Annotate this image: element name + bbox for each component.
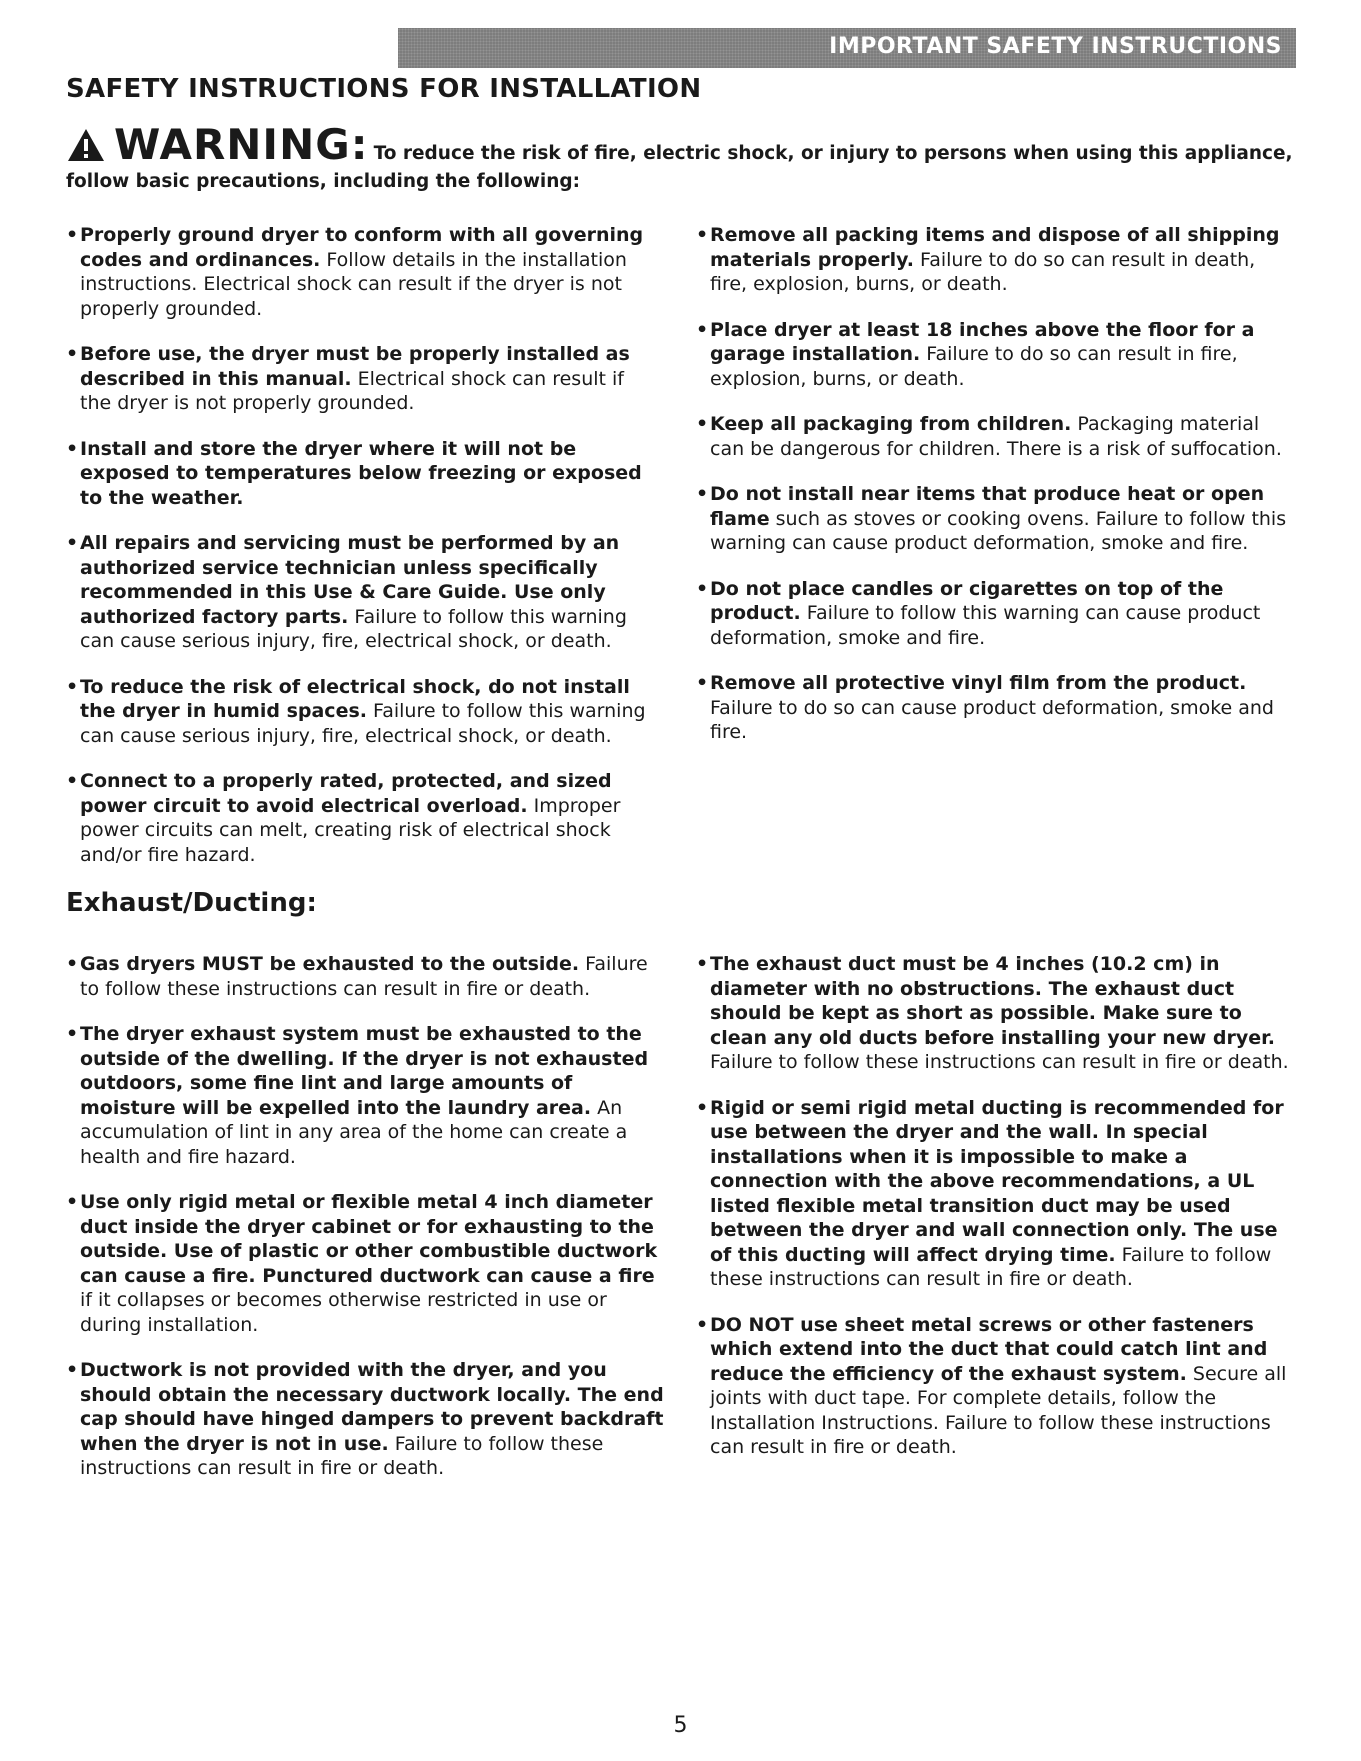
item-text: Failure to follow this warning can cause serious injury, fire, electrical shock, or death.	[80, 605, 627, 652]
list-item	[66, 223, 661, 321]
item-bold: Use only rigid metal or flexible metal 4 inch diameter duct inside the dryer cabinet or for exhausting to the outside. Use of plastic or other combustible ductwork can cause a fire. Punctured ductwork can cause a fire	[80, 1191, 658, 1287]
item-text: Failure to follow this warning can cause serious injury, fire, electrical shock, or death.	[80, 700, 646, 747]
bullet-icon: •	[66, 1023, 79, 1045]
list-item	[66, 1190, 666, 1337]
item-text: Failure to do so can result in fire, explosion, burns, or death.	[710, 343, 1238, 390]
bullet-icon: •	[696, 483, 709, 505]
list-item	[66, 769, 661, 867]
list-item	[696, 1096, 1296, 1292]
list-item	[66, 952, 666, 1001]
item-text: An accumulation of lint in any area of the home can create a health and fire hazard.	[80, 1096, 628, 1168]
list-item	[696, 318, 1296, 392]
bullet-icon: •	[696, 672, 709, 694]
warning-text-continued: follow basic precautions, including the following:	[66, 171, 581, 192]
item-bold: Keep all packaging from children.	[710, 413, 1072, 435]
list-item	[66, 675, 661, 749]
item-text: Packaging material can be dangerous for children. There is a risk of suffocation.	[710, 413, 1282, 460]
item-bold: Remove all protective vinyl film from the product.	[710, 672, 1247, 694]
item-bold: Before use, the dryer must be properly installed as described in this manual.	[80, 343, 630, 390]
item-text: if it collapses or becomes otherwise restricted in use or during installation.	[80, 1289, 607, 1336]
bullet-icon: •	[66, 1359, 79, 1381]
warning-word: WARNING:	[114, 120, 369, 169]
item-text: Failure to follow these instructions can result in fire or death.	[710, 1051, 1289, 1073]
item-bold: Do not place candles or cigarettes on top of the product.	[710, 577, 1224, 624]
item-bold: Do not install near items that produce heat or open flame	[710, 483, 1265, 530]
bullet-icon: •	[696, 1313, 709, 1336]
list-item	[696, 577, 1296, 651]
item-bold: Ductwork is not provided with the dryer, and you should obtain the necessary ductwork locally. The end cap should have hinged dampers to prevent backdraft when the dryer is not in use.	[80, 1359, 664, 1455]
item-bold: Rigid or semi rigid metal ducting is recommended for use between the dryer and the wall. In special installations when it is impossible to make a connection with the above recommendations, a UL listed flexible metal transition duct may be used between the dryer and wall connection only. The use of this ducting will affect drying time.	[710, 1096, 1284, 1266]
bullet-icon: •	[66, 224, 79, 246]
exhaust-left-column	[66, 952, 666, 1502]
page-number: 5	[673, 1713, 688, 1738]
item-bold: The exhaust duct must be 4 inches (10.2 cm) in diameter with no obstructions. The exhaust duct should be kept as short as possible. Make sure to clean any old ducts before installing your new dryer.	[710, 953, 1276, 1049]
bullet-icon: •	[66, 1191, 79, 1213]
item-bold: Remove all packing items and dispose of all shipping materials properly.	[710, 224, 1280, 271]
item-text: Failure to follow this warning can cause product deformation, smoke and fire.	[710, 602, 1261, 649]
warning-line	[66, 120, 1306, 169]
item-bold: All repairs and servicing must be performed by an authorized service technician unless specifically recommended in this Use & Care Guide. Use only authorized factory parts.	[80, 532, 620, 628]
bullet-icon: •	[66, 437, 79, 460]
installation-right-column	[696, 223, 1296, 766]
bullet-icon: •	[696, 318, 709, 341]
item-bold: Connect to a properly rated, protected, and sized power circuit to avoid electrical overload.	[80, 770, 612, 817]
item-text: Failure to follow these instructions can result in fire or death.	[710, 1243, 1272, 1290]
banner-title: IMPORTANT SAFETY INSTRUCTIONS	[829, 34, 1282, 59]
bullet-icon: •	[66, 770, 79, 792]
safety-banner	[398, 28, 1296, 68]
list-item	[696, 482, 1296, 556]
bullet-icon: •	[66, 343, 79, 365]
list-item	[66, 531, 661, 654]
list-item	[696, 952, 1296, 1075]
item-bold: Properly ground dryer to conform with all governing codes and ordinances.	[80, 224, 644, 271]
list-item	[66, 1358, 666, 1481]
item-bold: DO NOT use sheet metal screws or other fasteners which extend into the duct that could catch lint and reduce the efficiency of the exhaust system.	[710, 1313, 1268, 1385]
item-text: Failure to do so can cause product deformation, smoke and fire.	[710, 696, 1274, 743]
bullet-icon: •	[696, 577, 709, 600]
exhaust-title: Exhaust/Ducting:	[66, 888, 317, 918]
bullet-icon: •	[696, 413, 709, 435]
list-item	[66, 1022, 666, 1169]
item-bold: The dryer exhaust system must be exhausted to the outside of the dwelling. If the dryer is not exhausted outdoors, some fine lint and large amounts of moisture will be expelled into the laundry area.	[80, 1023, 649, 1119]
list-item	[696, 223, 1296, 297]
bullet-icon: •	[696, 953, 709, 975]
item-text: Failure to follow these instructions can result in fire or death.	[80, 1432, 604, 1479]
item-text: Failure to follow these instructions can result in fire or death.	[80, 953, 648, 1000]
exhaust-right-column	[696, 952, 1296, 1481]
bullet-icon: •	[66, 675, 79, 698]
item-bold: To reduce the risk of electrical shock, do not install the dryer in humid spaces.	[80, 675, 630, 722]
installation-left-column	[66, 223, 661, 888]
item-text: Follow details in the installation instructions. Electrical shock can result if the dryer is not properly grounded.	[80, 248, 627, 320]
item-text: Failure to do so can result in death, fire, explosion, burns, or death.	[710, 248, 1256, 295]
bullet-icon: •	[66, 532, 79, 554]
item-bold: Install and store the dryer where it will not be exposed to temperatures below freezing or exposed to the weather.	[80, 437, 642, 509]
item-text: Improper power circuits can melt, creating risk of electrical shock and/or fire hazard.	[80, 794, 621, 866]
section-title: SAFETY INSTRUCTIONS FOR INSTALLATION	[66, 74, 702, 104]
list-item	[66, 437, 661, 511]
list-item	[66, 342, 661, 416]
item-bold: Gas dryers MUST be exhausted to the outside.	[80, 953, 580, 975]
list-item	[696, 671, 1296, 745]
bullet-icon: •	[696, 1096, 709, 1119]
list-item	[696, 412, 1296, 461]
bullet-icon: •	[66, 953, 79, 975]
item-text: Secure all joints with duct tape. For complete details, follow the Installation Instructions. Failure to follow these instructions can result in fire or death.	[710, 1362, 1287, 1458]
warning-triangle-icon	[66, 127, 106, 167]
warning-text: To reduce the risk of fire, electric shock, or injury to persons when using this appliance,	[373, 143, 1293, 164]
item-text: such as stoves or cooking ovens. Failure to follow this warning can cause product deformation, smoke and fire.	[710, 507, 1287, 554]
item-text: Electrical shock can result if the dryer is not properly grounded.	[80, 367, 624, 414]
list-item	[696, 1313, 1296, 1460]
item-bold: Place dryer at least 18 inches above the floor for a garage installation.	[710, 318, 1255, 365]
bullet-icon: •	[696, 224, 709, 246]
